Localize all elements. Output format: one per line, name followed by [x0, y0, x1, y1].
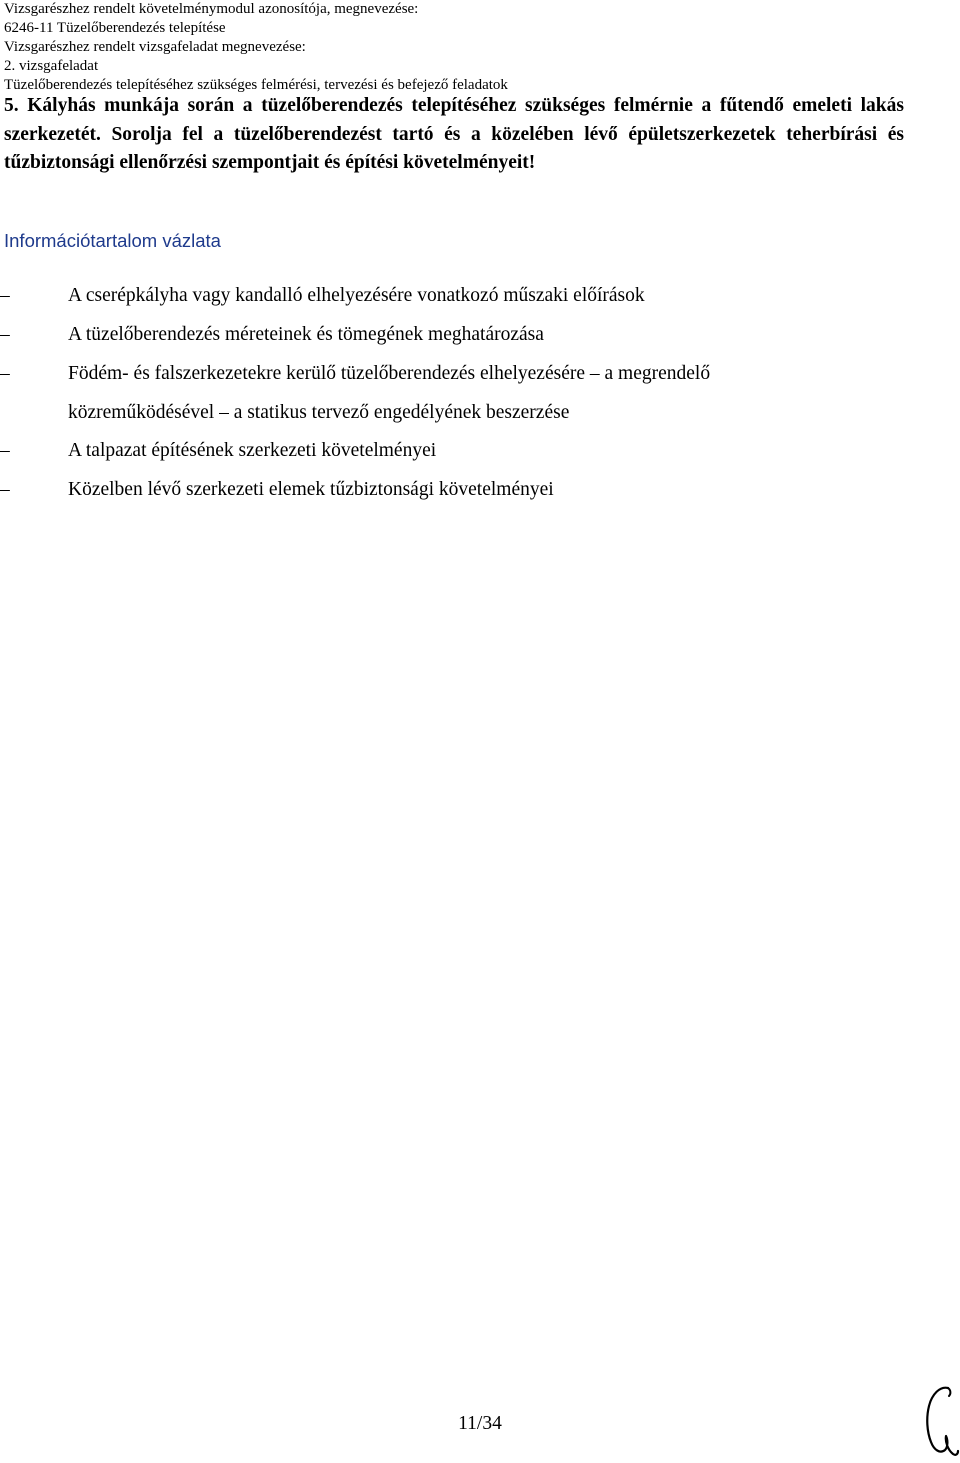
list-item [0, 432, 900, 471]
list-item [0, 277, 900, 316]
list-item-text: A cserépkályha vagy kandalló elhelyezésére vonatkozó műszaki előírások [68, 285, 645, 306]
section-title: Információtartalom vázlata [4, 230, 221, 251]
header-task-number: 2. vizsgafeladat [4, 58, 99, 74]
dash-bullet: – [0, 479, 10, 500]
page-header [4, 0, 508, 95]
list-item-text: Közelben lévő szerkezeti elemek tűzbiztonsági követelményei [68, 479, 554, 500]
page-number: 11/34 [458, 1413, 502, 1434]
dash-bullet: – [0, 324, 10, 345]
dash-bullet: – [0, 285, 10, 306]
list-item [0, 471, 900, 510]
dash-bullet: – [0, 363, 10, 384]
list-item [0, 316, 900, 355]
list-item-text: A talpazat építésének szerkezeti követelményei [68, 440, 437, 461]
header-module-label: Vizsgarészhez rendelt követelménymodul azonosítója, megnevezése: [4, 1, 419, 17]
question-text: 5. Kályhás munkája során a tüzelőberendezés telepítéséhez szükséges felmérnie a fűtendő emeleti lakás szerkezetét. Sorolja fel a tüzelőberendezést tartó és a közelében lévő épületszerkezetek teherbírási és tűzbiztonsági ellenőrzési szempontjait és építési követelményeit! [4, 95, 904, 174]
header-task-name: Tüzelőberendezés telepítéséhez szükséges felmérési, tervezési és befejező feladatok [4, 77, 508, 93]
list-item-text: A tüzelőberendezés méreteinek és tömegének meghatározása [68, 324, 544, 345]
dash-bullet: – [0, 440, 10, 461]
list-item-text: Födém- és falszerkezetekre kerülő tüzelőberendezés elhelyezésére – a megrendelő közreműködésével – a statikus tervező engedélyének beszerzése [68, 363, 711, 423]
signature-mark [918, 1384, 960, 1460]
header-task-label: Vizsgarészhez rendelt vizsgafeladat megnevezése: [4, 39, 306, 55]
header-module-name: 6246-11 Tüzelőberendezés telepítése [4, 20, 226, 36]
list-item [0, 355, 815, 433]
